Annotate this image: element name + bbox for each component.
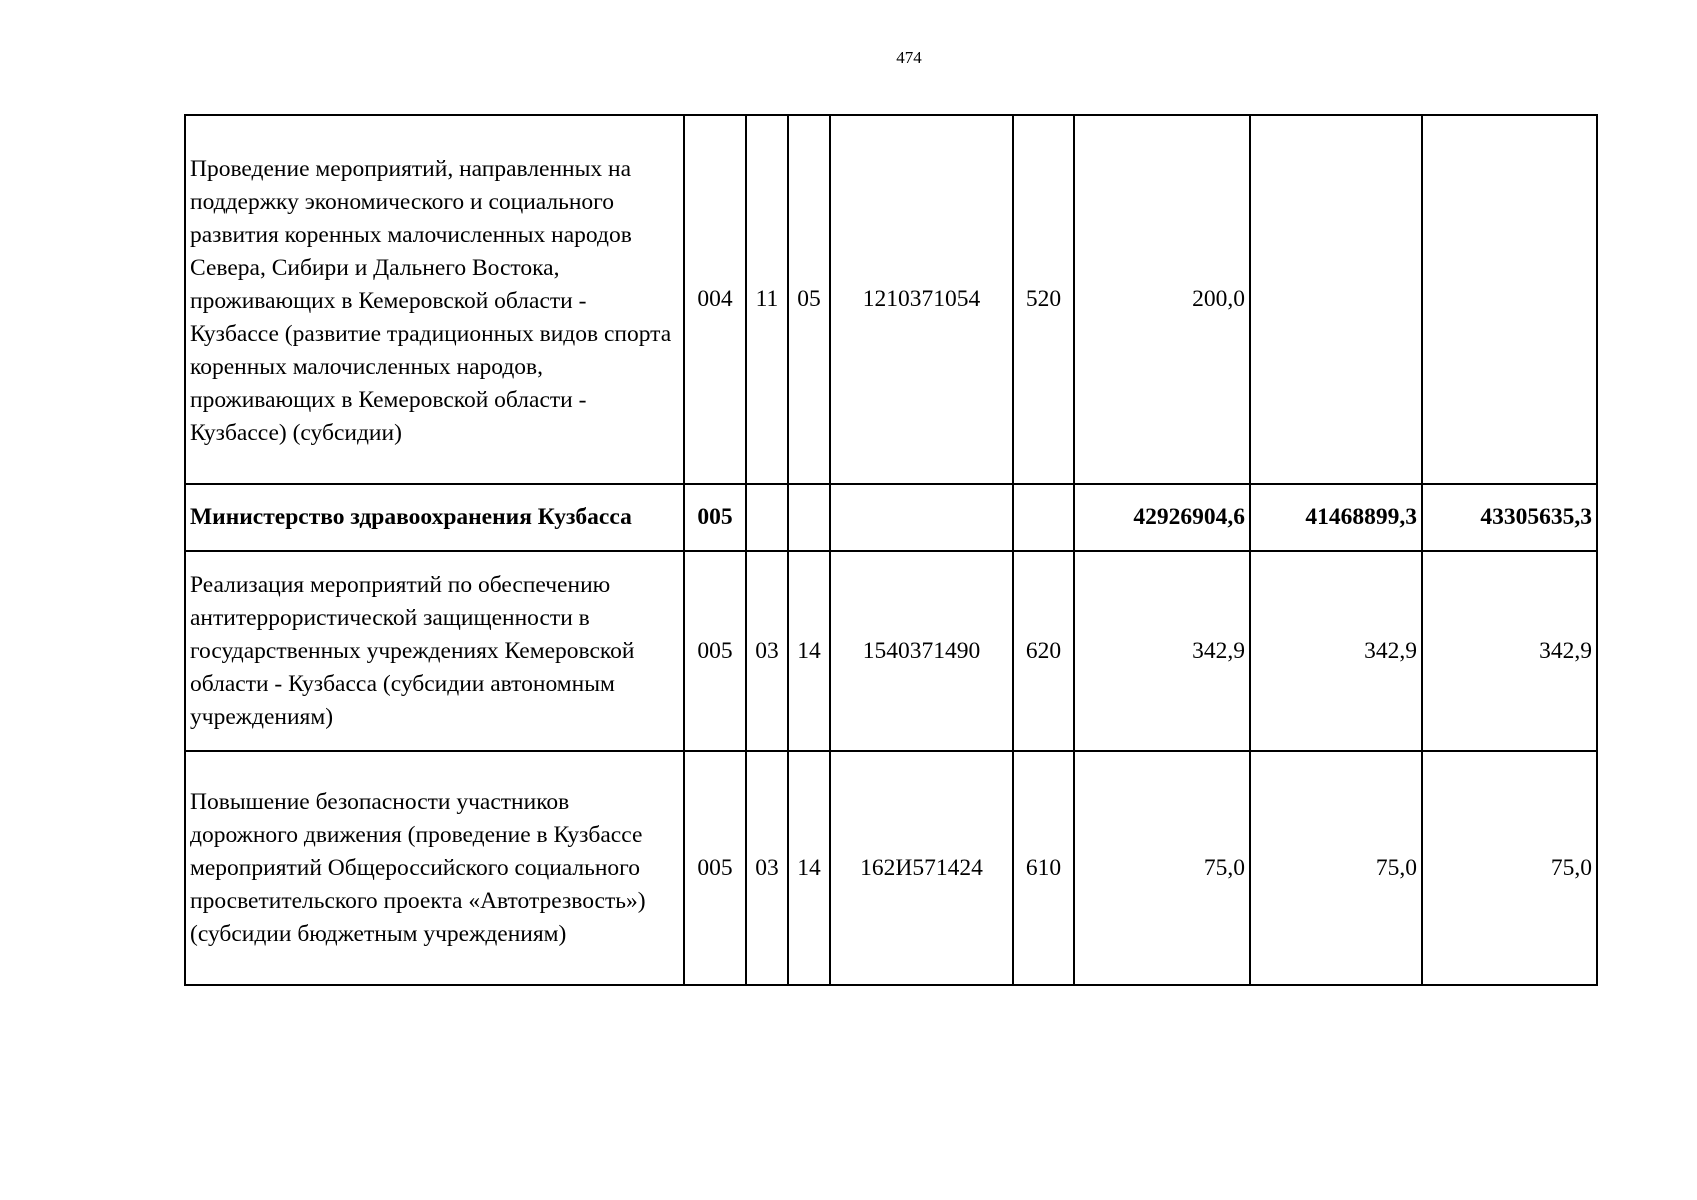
page-number: 474 [896,48,922,67]
subsection-code: 05 [788,115,830,484]
ministry-code: 005 [684,484,746,551]
section-code: 11 [746,115,788,484]
ministry-code: 004 [684,115,746,484]
section-code [746,484,788,551]
expense-type-code: 520 [1013,115,1074,484]
amount-year-2: 342,9 [1250,551,1422,751]
table-row [185,551,1597,751]
target-article-code: 1210371054 [830,115,1013,484]
amount-year-3: 75,0 [1422,751,1597,985]
amount-year-1: 342,9 [1074,551,1250,751]
budget-table [184,114,1598,986]
expense-type-code: 620 [1013,551,1074,751]
amount-year-3 [1422,115,1597,484]
subsection-code [788,484,830,551]
amount-year-1: 75,0 [1074,751,1250,985]
section-code: 03 [746,551,788,751]
target-article-code: 1540371490 [830,551,1013,751]
amount-year-1: 42926904,6 [1074,484,1250,551]
expense-type-code: 610 [1013,751,1074,985]
amount-year-3: 43305635,3 [1422,484,1597,551]
amount-year-3: 342,9 [1422,551,1597,751]
subsection-code: 14 [788,551,830,751]
table-row [185,115,1597,484]
target-article-code [830,484,1013,551]
amount-year-2: 41468899,3 [1250,484,1422,551]
target-article-code: 162И571424 [830,751,1013,985]
amount-year-2 [1250,115,1422,484]
row-description: Реализация мероприятий по обеспечению антитеррористической защищенности в государственных учреждениях Кемеровской области - Кузбасса (субсидии автономным учреждениям) [185,551,684,751]
ministry-code: 005 [684,551,746,751]
row-description: Министерство здравоохранения Кузбасса [185,484,684,551]
row-description: Проведение мероприятий, направленных на поддержку экономического и социального развития коренных малочисленных народов Севера, Сибири и Дальнего Востока, проживающих в Кемеровской области - Кузбассе (развитие традиционных видов спорта коренных малочисленных народов, проживающих в Кемеровской области - Кузбассе) (субсидии) [185,115,684,484]
subsection-code: 14 [788,751,830,985]
section-code: 03 [746,751,788,985]
expense-type-code [1013,484,1074,551]
table-row [185,751,1597,985]
amount-year-1: 200,0 [1074,115,1250,484]
ministry-code: 005 [684,751,746,985]
table-row [185,484,1597,551]
row-description: Повышение безопасности участников дорожного движения (проведение в Кузбассе мероприятий Общероссийского социального просветительского проекта «Автотрезвость») (субсидии бюджетным учреждениям) [185,751,684,985]
amount-year-2: 75,0 [1250,751,1422,985]
